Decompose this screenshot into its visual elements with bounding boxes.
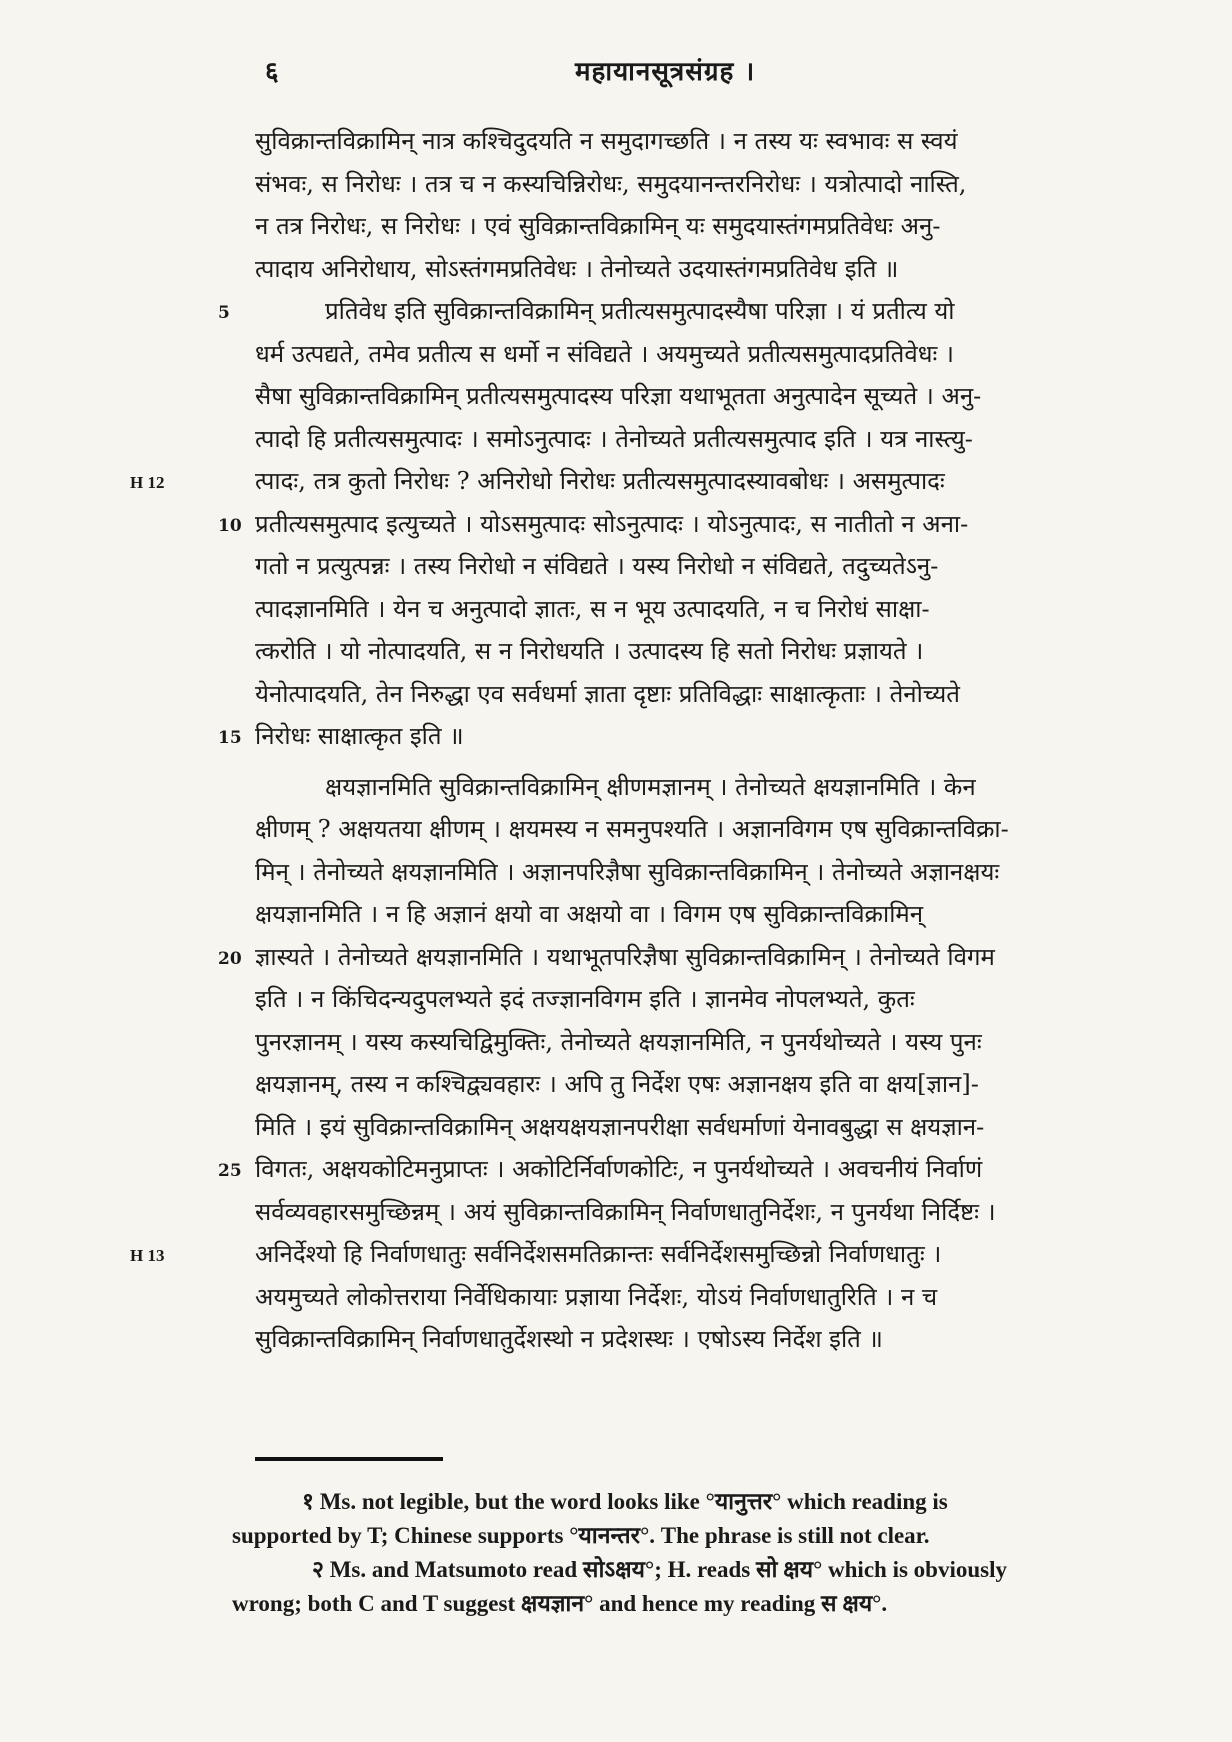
text-line: [255, 418, 1180, 461]
line-text: त्करोति । यो नोत्पादयति, स न निरोधयति । उत्पादस्य हि सतो निरोधः प्रज्ञायते ।: [255, 637, 924, 665]
line-text: सुविक्रान्तविक्रामिन् नात्र कश्चिदुदयति न समुदागच्छति । न तस्य यः स्वभावः स स्वयं: [255, 127, 958, 155]
main-text: [130, 120, 1180, 1361]
text-line: [130, 460, 1180, 503]
text-line: [255, 120, 1180, 163]
line-text: त्पादः, तत्र कुतो निरोधः ? अनिरोधो निरोधः प्रतीत्यसमुत्पादस्यावबोधः । असमुत्पादः: [255, 467, 945, 495]
line-text: इति । न किंचिदन्यदुपलभ्यते इदं तज्ज्ञानविगम इति । ज्ञानमेव नोपलभ्यते, कुतः: [255, 985, 915, 1013]
page-number: ६: [265, 57, 279, 87]
text-line: [218, 936, 1180, 979]
running-title: महायानसूत्रसंग्रह ।: [575, 57, 756, 87]
line-text: पुनरज्ञानम् । यस्य कस्यचिद्विमुक्तिः, तेनोच्यते क्षयज्ञानमिति, न पुनर्यथोच्यते । यस्य पुनः: [255, 1027, 982, 1056]
line-text: क्षीणम् ? अक्षयतया क्षीणम् । क्षयमस्य न समनुपश्यति । अज्ञानविगम एष सुविक्रान्तविक्रा-: [255, 815, 1009, 843]
text-line: [218, 503, 1180, 546]
line-text: प्रतिवेध इति सुविक्रान्तविक्रामिन् प्रतीत्यसमुत्पादस्यैषा परिज्ञा । यं प्रतीत्य यो: [325, 297, 955, 325]
text-line: [255, 545, 1180, 588]
line-text: त्पादज्ञानमिति । येन च अनुत्पादो ज्ञातः, स न भूय उत्पादयति, न च निरोधं साक्षा-: [255, 594, 930, 623]
text-line: [255, 205, 1180, 248]
text-line: [255, 1191, 1180, 1234]
text-line: [255, 630, 1180, 673]
footnote-rule: [255, 1457, 443, 1461]
line-text: क्षयज्ञानम्, तस्य न कश्चिद्व्यवहारः । अपि तु निर्देश एषः अज्ञानक्षय इति वा क्षय[ज्ञान]-: [255, 1070, 979, 1098]
line-text: क्षयज्ञानमिति सुविक्रान्तविक्रामिन् क्षीणमज्ञानम् । तेनोच्यते क्षयज्ञानमिति । केन: [325, 772, 976, 801]
text-line: [255, 1276, 1180, 1319]
line-number: 10: [218, 515, 242, 536]
text-line: [255, 375, 1180, 418]
line-text: अयमुच्यते लोकोत्तराया निर्वेधिकायाः प्रज्ञाया निर्देशः, योऽयं निर्वाणधातुरिति । न च: [255, 1282, 938, 1311]
text-line: [255, 1021, 1180, 1064]
line-number: 5: [218, 303, 230, 323]
margin-reference: H 12: [130, 473, 165, 492]
footnote-line: २ Ms. and Matsumoto read सोऽक्षय°; H. reads सो क्षय° which is obviously: [312, 1557, 1007, 1582]
text-line: [218, 290, 1180, 333]
line-number: 25: [218, 1161, 242, 1181]
footnote-line: wrong; both C and T suggest क्षयज्ञान° and hence my reading स क्षय°.: [232, 1591, 888, 1616]
line-text: क्षयज्ञानमिति । न हि अज्ञानं क्षयो वा अक्षयो वा । विगम एष सुविक्रान्तविक्रामिन्: [255, 900, 924, 928]
line-text: सर्वव्यवहारसमुच्छिन्नम् । अयं सुविक्रान्तविक्रामिन् निर्वाणधातुनिर्देशः, न पुनर्यथा निर्दिष्टः ।: [255, 1197, 996, 1226]
text-line: [255, 766, 1180, 809]
text-line: [255, 851, 1180, 894]
text-line: [255, 673, 1180, 716]
line-text: अनिर्देश्यो हि निर्वाणधातुः सर्वनिर्देशसमतिक्रान्तः सर्वनिर्देशसमुच्छिन्नो निर्वाणधातुः ।: [255, 1240, 942, 1268]
line-text: विगतः, अक्षयकोटिमनुप्राप्तः । अकोटिर्निर्वाणकोटिः, न पुनर्यथोच्यते । अवचनीयं निर्वाणं: [255, 1155, 983, 1183]
line-text: सुविक्रान्तविक्रामिन् निर्वाणधातुर्देशस्थो न प्रदेशस्थः । एषोऽस्य निर्देश इति ॥: [255, 1325, 883, 1353]
line-text: येनोत्पादयति, तेन निरुद्धा एव सर्वधर्मा ज्ञाता दृष्टाः प्रतिविद्धाः साक्षात्कृताः । तेनोच्यते: [255, 679, 960, 708]
text-line: [255, 248, 1180, 291]
line-text: प्रतीत्यसमुत्पाद इत्युच्यते । योऽसमुत्पादः सोऽनुत्पादः । योऽनुत्पादः, स नातीतो न अना-: [255, 509, 969, 538]
line-text: धर्म उत्पद्यते, तमेव प्रतीत्य स धर्मो न संविद्यते । अयमुच्यते प्रतीत्यसमुत्पादप्रतिवेधः ।: [255, 339, 955, 368]
text-line: [255, 588, 1180, 631]
text-line: [255, 333, 1180, 376]
footnotes: [232, 1485, 1162, 1621]
text-line: [255, 1063, 1180, 1106]
line-text: त्पादो हि प्रतीत्यसमुत्पादः । समोऽनुत्पादः । तेनोच्यते प्रतीत्यसमुत्पाद इति । यत्र नास्त्यु-: [255, 424, 973, 453]
footnote-line: supported by T; Chinese supports °यानन्तर°. The phrase is still not clear.: [232, 1523, 930, 1548]
line-text: गतो न प्रत्युत्पन्नः । तस्य निरोधो न संविद्यते । यस्य निरोधो न संविद्यते, तदुच्यतेऽनु-: [255, 552, 939, 580]
page-header: [255, 52, 1035, 92]
text-line: [255, 1318, 1180, 1361]
text-line: [130, 1233, 1180, 1276]
text-line: [255, 1106, 1180, 1149]
line-text: निरोधः साक्षात्कृत इति ॥: [255, 722, 464, 750]
text-line: [255, 808, 1180, 851]
text-line: [255, 978, 1180, 1021]
line-text: मिति । इयं सुविक्रान्तविक्रामिन् अक्षयक्षयज्ञानपरीक्षा सर्वधर्माणां येनावबुद्धा स क्षयज्ञान-: [255, 1112, 985, 1141]
line-number: 15: [218, 728, 242, 748]
margin-reference: H 13: [130, 1246, 165, 1265]
line-number: 20: [218, 948, 242, 969]
text-line: [218, 715, 1180, 758]
footnote-line: १ Ms. not legible, but the word looks like °यानुत्तर° which reading is: [302, 1489, 948, 1514]
text-line: [255, 893, 1180, 936]
line-text: ज्ञास्यते । तेनोच्यते क्षयज्ञानमिति । यथाभूतपरिज्ञैषा सुविक्रान्तविक्रामिन् । तेनोच्यते विगम: [255, 942, 995, 971]
text-line: [218, 1148, 1180, 1191]
line-text: मिन् । तेनोच्यते क्षयज्ञानमिति । अज्ञानपरिज्ञैषा सुविक्रान्तविक्रामिन् । तेनोच्यते अज्ञानक्षयः: [255, 857, 1000, 886]
line-text: त्पादाय अनिरोधाय, सोऽस्तंगमप्रतिवेधः । तेनोच्यते उदयास्तंगमप्रतिवेध इति ॥: [255, 254, 899, 283]
line-text: संभवः, स निरोधः । तत्र च न कस्यचिन्निरोधः, समुदयानन्तरनिरोधः । यत्रोत्पादो नास्ति,: [255, 169, 967, 198]
line-text: न तत्र निरोधः, स निरोधः । एवं सुविक्रान्तविक्रामिन् यः समुदयास्तंगमप्रतिवेधः अनु-: [255, 212, 941, 240]
text-line: [255, 163, 1180, 206]
line-text: सैषा सुविक्रान्तविक्रामिन् प्रतीत्यसमुत्पादस्य परिज्ञा यथाभूतता अनुत्पादेन सूच्यते । अनु-: [255, 382, 982, 410]
